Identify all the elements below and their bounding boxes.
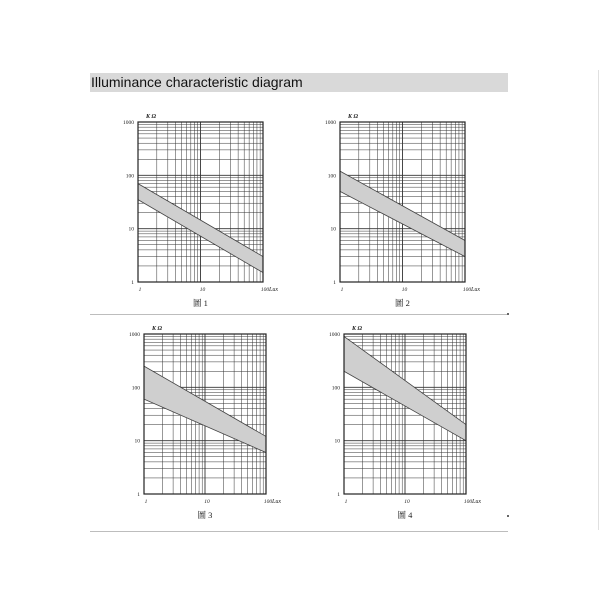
figure-caption: 圖 4	[397, 510, 413, 520]
y-tick-label: 1000	[129, 332, 140, 338]
y-tick-label: 1000	[329, 332, 340, 338]
x-axis-label: Lux	[272, 499, 281, 505]
x-tick-label: 100	[463, 499, 473, 505]
divider-end-dot	[507, 313, 509, 315]
chart-panel-2	[312, 108, 487, 308]
y-tick-label: 100	[331, 385, 340, 392]
title-bar	[90, 73, 508, 92]
unit-label: K Ω	[348, 114, 358, 120]
x-tick-label: 10	[401, 287, 408, 293]
figure-caption: 圖 2	[395, 298, 410, 308]
y-tick-label: 100	[125, 173, 134, 180]
divider-end-dot	[507, 515, 509, 517]
x-tick-label: 1	[138, 287, 142, 293]
x-tick-label: 10	[404, 499, 410, 505]
unit-label: K Ω	[352, 326, 362, 332]
x-tick-label: 1	[344, 499, 348, 505]
y-tick-label: 100	[131, 385, 140, 392]
figure-caption: 圖 1	[193, 298, 208, 308]
x-axis-label: Lux	[472, 499, 481, 505]
x-tick-label: 10	[204, 499, 210, 505]
x-tick-label: 1	[340, 287, 344, 293]
y-tick-label: 1	[337, 492, 340, 498]
x-tick-label: 10	[199, 287, 206, 293]
y-tick-label: 1000	[325, 120, 336, 126]
x-tick-label: 100	[462, 287, 472, 293]
grid	[340, 122, 465, 282]
unit-label: K Ω	[146, 114, 156, 120]
bottom-divider	[90, 531, 508, 532]
y-tick-label: 10	[330, 226, 336, 233]
x-axis-label: Lux	[269, 287, 278, 293]
y-tick-label: 1	[137, 492, 140, 498]
x-tick-label: 1	[144, 499, 148, 505]
y-tick-label: 1000	[123, 120, 134, 126]
unit-label: K Ω	[152, 326, 162, 332]
right-rule	[598, 70, 599, 530]
y-tick-label: 10	[134, 438, 140, 445]
x-tick-label: 100	[260, 287, 270, 293]
y-tick-label: 1	[333, 280, 336, 286]
y-tick-label: 10	[334, 438, 340, 445]
chart-panel-3	[116, 320, 288, 520]
figure-caption: 圖 3	[197, 510, 213, 520]
page-title: Illuminance characteristic diagram	[91, 74, 303, 90]
x-tick-label: 100	[263, 499, 273, 505]
chart-panel-4	[316, 320, 488, 520]
y-tick-label: 100	[327, 173, 336, 180]
y-tick-label: 10	[128, 226, 134, 233]
y-tick-label: 1	[131, 280, 134, 286]
chart-panel-1	[110, 108, 285, 308]
middle-divider	[90, 314, 508, 315]
x-axis-label: Lux	[471, 287, 480, 293]
